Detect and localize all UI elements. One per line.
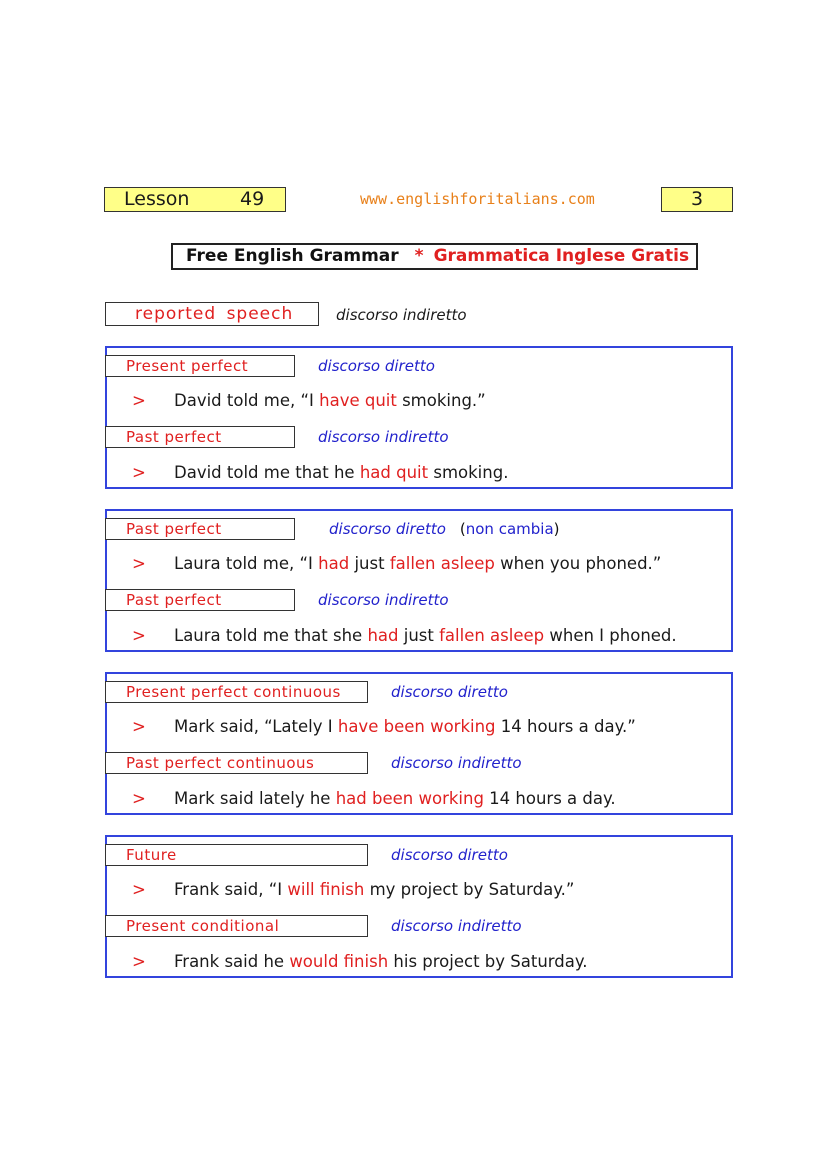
topic-translation: discorso indiretto [336,306,467,324]
tense-label: Present conditional [105,915,368,937]
lesson-number: 49 [240,188,265,210]
section-past-perfect: Past perfect discorso diretto (non cambia) > Laura told me, “I had just fallen asleep when you phoned.” Past perfect discorso indiretto > Laura told me that she had just fallen asleep when I phoned. [105,509,733,652]
arrow-icon: > [132,391,146,410]
title-banner [171,243,698,270]
tense-label: Past perfect [105,589,295,611]
arrow-icon: > [132,463,146,482]
arrow-icon: > [132,952,146,971]
speech-type-label: discorso diretto (non cambia) [329,520,560,538]
tense-label: Future [105,844,368,866]
banner-italian: Grammatica Inglese Gratis [433,246,690,266]
star-icon: * [414,246,424,266]
speech-type-label: discorso indiretto [318,428,449,446]
speech-type-label: discorso diretto [391,683,508,701]
arrow-icon: > [132,554,146,573]
arrow-icon: > [132,717,146,736]
section-future: Future discorso diretto > Frank said, “I will finish my project by Saturday.” Present conditional discorso indiretto > Frank said he would finish his project by Saturday. [105,835,733,978]
arrow-icon: > [132,626,146,645]
speech-type-label: discorso indiretto [391,754,522,772]
tense-label: Past perfect continuous [105,752,368,774]
website-link[interactable]: www.englishforitalians.com [360,190,595,208]
speech-type-label: discorso diretto [391,846,508,864]
section-perfect-continuous: Present perfect continuous discorso diretto > Mark said, “Lately I have been working 14 hours a day.” Past perfect continuous discorso indiretto > Mark said lately he had been working 14 hours a day. [105,672,733,815]
speech-type-label: discorso diretto [318,357,435,375]
note: (non cambia) [459,520,560,538]
tense-label: Present perfect continuous [105,681,368,703]
arrow-icon: > [132,789,146,808]
page-number: 3 [661,187,733,212]
topic-title: reported speech [105,302,319,326]
tense-label: Past perfect [105,426,295,448]
tense-label: Past perfect [105,518,295,540]
arrow-icon: > [132,880,146,899]
lesson-box [104,187,286,212]
lesson-label: Lesson [124,188,190,210]
speech-type-label: discorso indiretto [391,917,522,935]
banner-english: Free English Grammar [186,246,399,266]
tense-label: Present perfect [105,355,295,377]
section-present-perfect: Present perfect discorso diretto > David told me, “I have quit smoking.” Past perfect discorso indiretto > David told me that he had quit smoking. [105,346,733,489]
speech-type-label: discorso indiretto [318,591,449,609]
